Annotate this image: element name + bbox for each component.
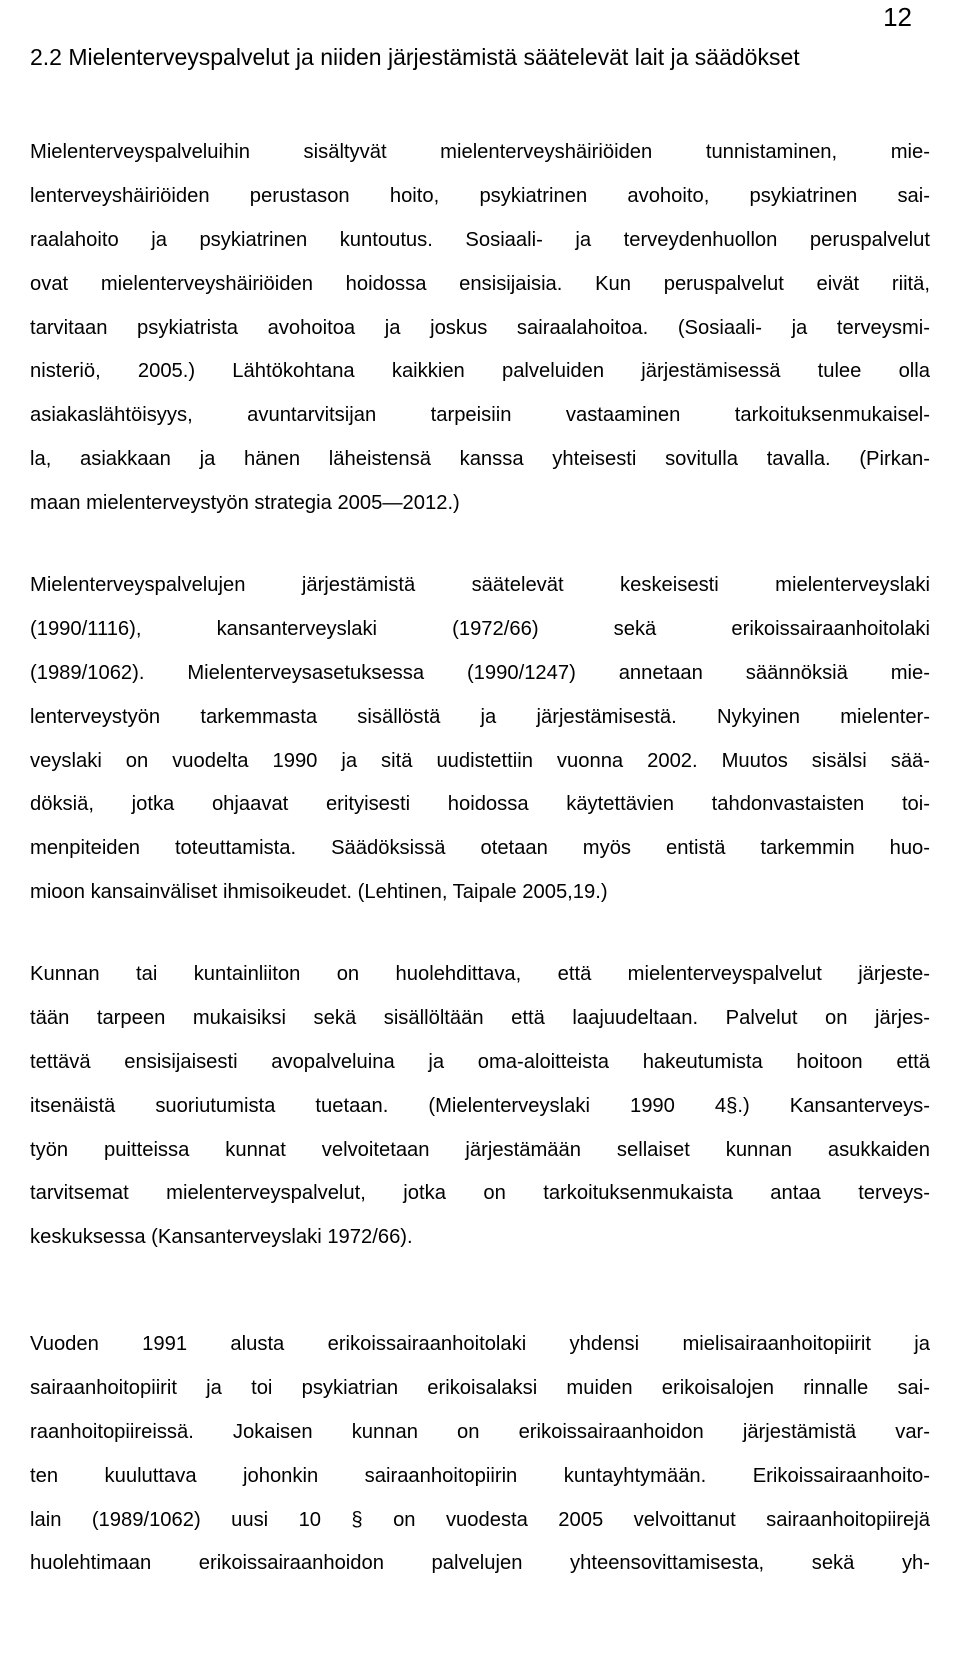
text-line: raalahoito ja psykiatrinen kuntoutus. Sosiaali- ja terveydenhuollon peruspalvelut	[30, 228, 930, 251]
text-line: (1990/1116), kansanterveyslaki (1972/66) sekä erikoissairaanhoitolaki	[30, 617, 930, 640]
text-line: lenterveyshäiriöiden perustason hoito, psykiatrinen avohoito, psykiatrinen sai-	[30, 184, 930, 207]
text-line: asiakaslähtöisyys, avuntarvitsijan tarpeisiin vastaaminen tarkoituksenmukaisel-	[30, 404, 930, 427]
text-line: sairaanhoitopiirit ja toi psykiatrian erikoisalaksi muiden erikoisalojen rinnalle sai-	[30, 1376, 930, 1399]
section-heading: 2.2 Mielenterveyspalvelut ja niiden järjestämistä säätelevät lait ja säädökset	[30, 44, 800, 70]
paragraph-4	[30, 1323, 930, 1586]
text-line: la, asiakkaan ja hänen läheistensä kanssa yhteisesti sovitulla tavalla. (Pirkan-	[30, 448, 930, 471]
text-line: menpiteiden toteuttamista. Säädöksissä otetaan myös entistä tarkemmin huo-	[30, 837, 930, 860]
text-line: lain (1989/1062) uusi 10 § on vuodesta 2005 velvoittanut sairaanhoitopiirejä	[30, 1508, 930, 1531]
page-number: 12	[883, 2, 912, 32]
text-line: nisteriö, 2005.) Lähtökohtana kaikkien palveluiden järjestämisessä tulee olla	[30, 360, 930, 383]
text-line: tään tarpeen mukaisiksi sekä sisällöltään että laajuudeltaan. Palvelut on järjes-	[30, 1006, 930, 1029]
text-line: työn puitteissa kunnat velvoitetaan järjestämään sellaiset kunnan asukkaiden	[30, 1138, 930, 1161]
text-line: raanhoitopiireissä. Jokaisen kunnan on erikoissairaanhoidon järjestämistä var-	[30, 1420, 930, 1443]
text-line: Vuoden 1991 alusta erikoissairaanhoitolaki yhdensi mielisairaanhoitopiirit ja	[30, 1333, 930, 1355]
text-line: (1989/1062). Mielenterveysasetuksessa (1990/1247) annetaan säännöksiä mie-	[30, 661, 930, 684]
text-line: Kunnan tai kuntainliiton on huolehdittava, että mielenterveyspalvelut järjeste-	[30, 963, 930, 985]
text-line: ovat mielenterveyshäiriöiden hoidossa ensisijaisia. Kun peruspalvelut eivät riitä,	[30, 272, 930, 295]
paragraph-3	[30, 953, 930, 1260]
text-line: keskuksessa (Kansanterveyslaki 1972/66).	[30, 1226, 413, 1249]
text-line: maan mielenterveystyön strategia 2005—2012.)	[30, 492, 460, 515]
text-line: tettävä ensisijaisesti avopalveluina ja oma-aloitteista hakeutumista hoitoon että	[30, 1050, 930, 1073]
text-line: ten kuuluttava johonkin sairaanhoitopiirin kuntayhtymään. Erikoissairaanhoito-	[30, 1464, 930, 1487]
text-line: Mielenterveyspalveluihin sisältyvät mielenterveyshäiriöiden tunnistaminen, mie-	[30, 141, 930, 163]
text-line: Mielenterveyspalvelujen järjestämistä säätelevät keskeisesti mielenterveyslaki	[30, 574, 930, 596]
text-line: huolehtimaan erikoissairaanhoidon palvelujen yhteensovittamisesta, sekä yh-	[30, 1552, 930, 1575]
text-line: mioon kansainväliset ihmisoikeudet. (Lehtinen, Taipale 2005,19.)	[30, 881, 608, 904]
text-line: tarvitaan psykiatrista avohoitoa ja joskus sairaalahoitoa. (Sosiaali- ja terveysmi-	[30, 316, 930, 339]
text-line: döksiä, jotka ohjaavat erityisesti hoidossa käytettävien tahdonvastaisten toi-	[30, 793, 930, 816]
paragraph-2	[30, 564, 930, 915]
text-line: lenterveystyön tarkemmasta sisällöstä ja järjestämisestä. Nykyinen mielenter-	[30, 705, 930, 728]
text-line: itsenäistä suoriutumista tuetaan. (Mielenterveyslaki 1990 4§.) Kansanterveys-	[30, 1094, 930, 1117]
text-line: tarvitsemat mielenterveyspalvelut, jotka on tarkoituksenmukaista antaa terveys-	[30, 1182, 930, 1205]
text-line: veyslaki on vuodelta 1990 ja sitä uudistettiin vuonna 2002. Muutos sisälsi sää-	[30, 749, 930, 772]
paragraph-1	[30, 131, 930, 526]
